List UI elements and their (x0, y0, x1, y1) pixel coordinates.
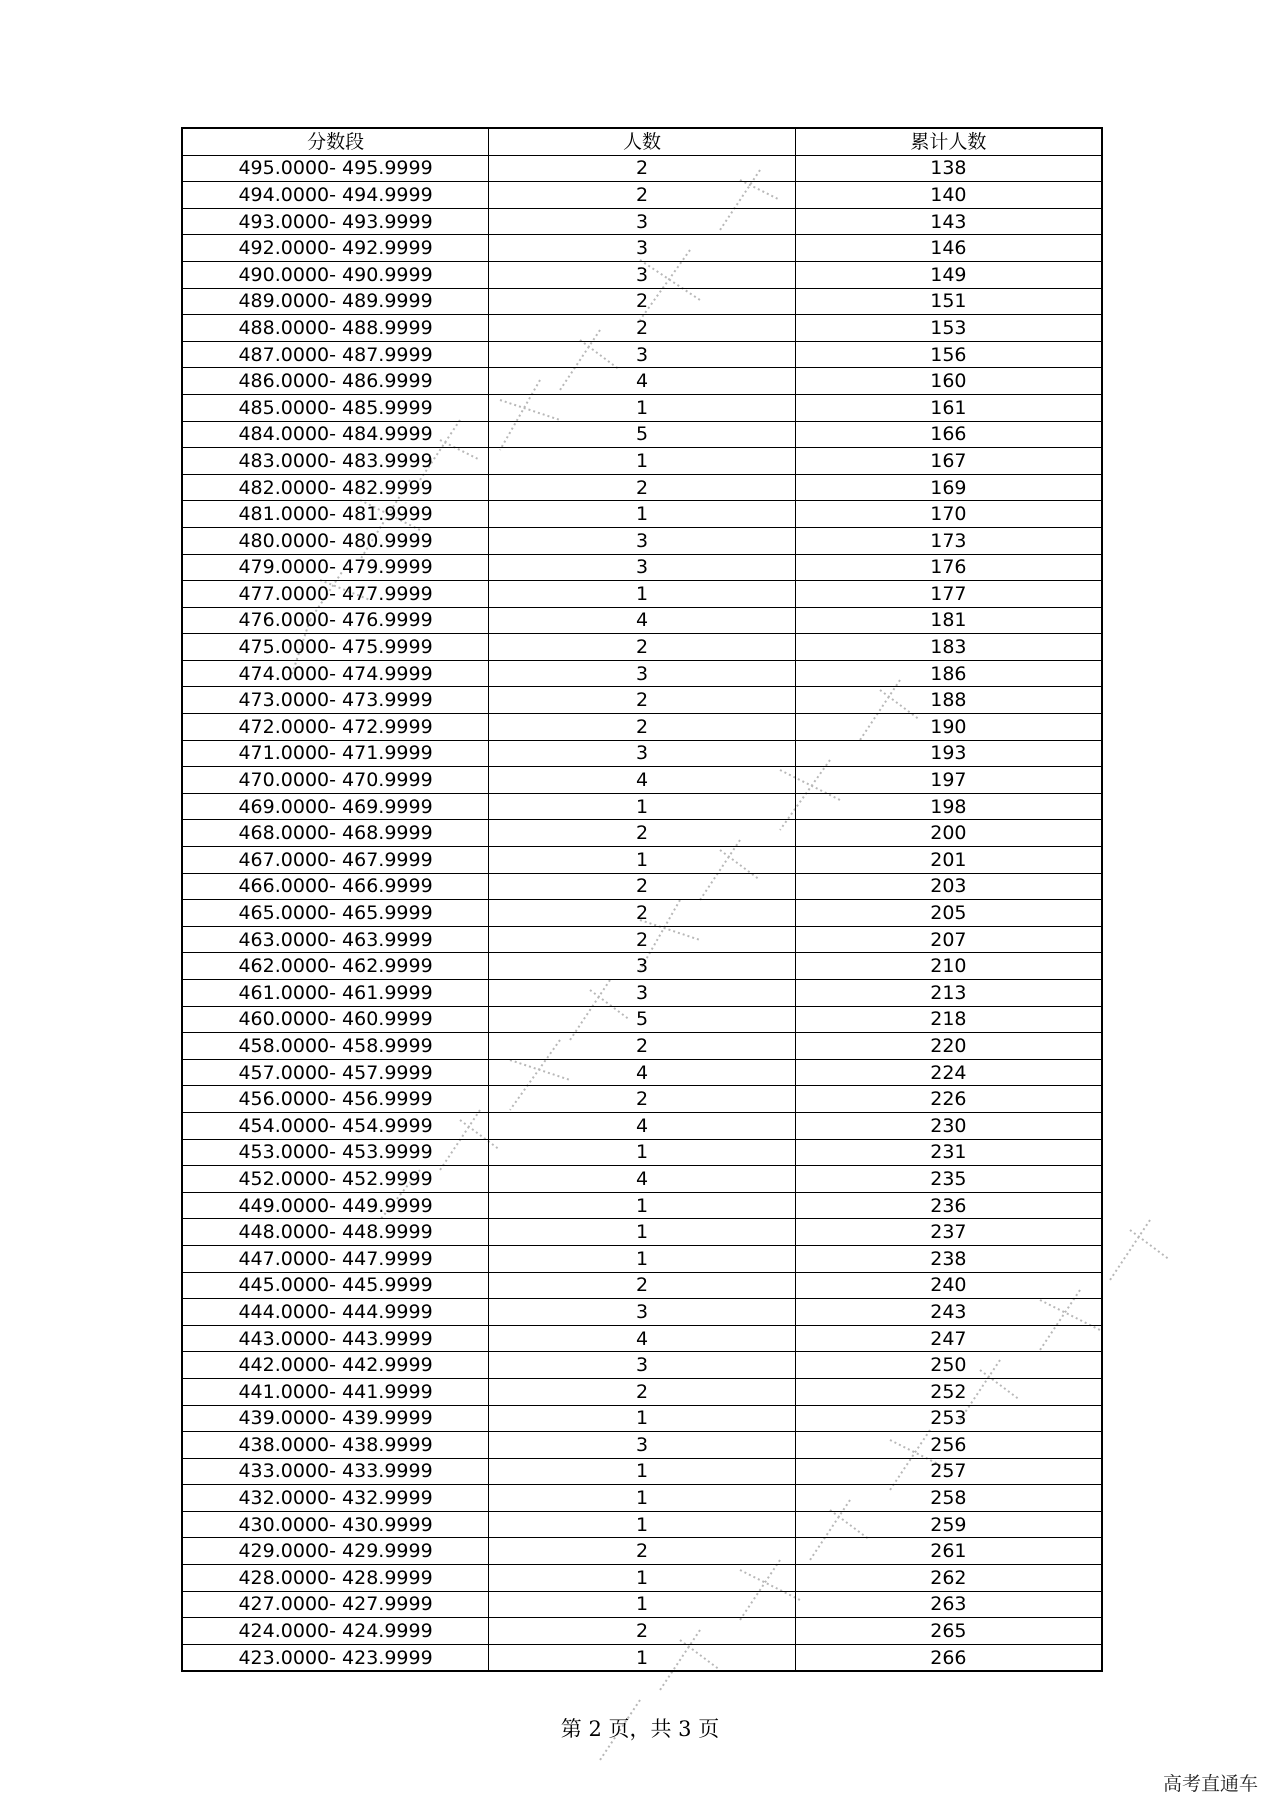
cell-score-range: 465.0000- 465.9999 (182, 900, 489, 927)
page-number: 第 2 页，共 3 页 (560, 1717, 720, 1741)
table-row (182, 1565, 1102, 1592)
table-row (182, 1485, 1102, 1512)
cell-cumulative-count: 188 (795, 687, 1102, 714)
cell-count: 1 (489, 581, 796, 608)
score-distribution-table (181, 127, 1103, 1672)
cell-cumulative-count: 173 (795, 527, 1102, 554)
cell-count: 4 (489, 607, 796, 634)
table-row (182, 261, 1102, 288)
cell-score-range: 447.0000- 447.9999 (182, 1245, 489, 1272)
cell-cumulative-count: 231 (795, 1139, 1102, 1166)
cell-score-range: 492.0000- 492.9999 (182, 235, 489, 262)
table-row (182, 687, 1102, 714)
cell-count: 5 (489, 1006, 796, 1033)
cell-count: 4 (489, 767, 796, 794)
cell-cumulative-count: 186 (795, 660, 1102, 687)
table-row (182, 1219, 1102, 1246)
table-row (182, 501, 1102, 528)
cell-count: 3 (489, 740, 796, 767)
table-row (182, 1378, 1102, 1405)
cell-score-range: 432.0000- 432.9999 (182, 1485, 489, 1512)
cell-cumulative-count: 170 (795, 501, 1102, 528)
table-row (182, 182, 1102, 209)
cell-score-range: 474.0000- 474.9999 (182, 660, 489, 687)
cell-count: 2 (489, 687, 796, 714)
cell-score-range: 469.0000- 469.9999 (182, 793, 489, 820)
table-row (182, 847, 1102, 874)
cell-score-range: 484.0000- 484.9999 (182, 421, 489, 448)
cell-count: 2 (489, 1618, 796, 1645)
cell-count: 2 (489, 155, 796, 182)
cell-cumulative-count: 183 (795, 634, 1102, 661)
cell-score-range: 460.0000- 460.9999 (182, 1006, 489, 1033)
cell-score-range: 441.0000- 441.9999 (182, 1378, 489, 1405)
table-row (182, 1644, 1102, 1671)
cell-count: 2 (489, 1272, 796, 1299)
table-row (182, 1591, 1102, 1618)
cell-cumulative-count: 181 (795, 607, 1102, 634)
cell-count: 1 (489, 1192, 796, 1219)
cell-score-range: 424.0000- 424.9999 (182, 1618, 489, 1645)
table-row (182, 767, 1102, 794)
cell-count: 2 (489, 926, 796, 953)
cell-score-range: 485.0000- 485.9999 (182, 394, 489, 421)
cell-score-range: 495.0000- 495.9999 (182, 155, 489, 182)
cell-score-range: 473.0000- 473.9999 (182, 687, 489, 714)
table-row (182, 1086, 1102, 1113)
cell-cumulative-count: 203 (795, 873, 1102, 900)
cell-count: 1 (489, 1405, 796, 1432)
cell-cumulative-count: 240 (795, 1272, 1102, 1299)
cell-cumulative-count: 257 (795, 1458, 1102, 1485)
cell-score-range: 449.0000- 449.9999 (182, 1192, 489, 1219)
table-row (182, 793, 1102, 820)
cell-cumulative-count: 200 (795, 820, 1102, 847)
header-count: 人数 (489, 128, 796, 155)
cell-cumulative-count: 235 (795, 1166, 1102, 1193)
cell-count: 1 (489, 394, 796, 421)
cell-score-range: 453.0000- 453.9999 (182, 1139, 489, 1166)
cell-score-range: 452.0000- 452.9999 (182, 1166, 489, 1193)
cell-count: 3 (489, 980, 796, 1007)
cell-cumulative-count: 265 (795, 1618, 1102, 1645)
cell-score-range: 470.0000- 470.9999 (182, 767, 489, 794)
table-row (182, 1192, 1102, 1219)
cell-cumulative-count: 190 (795, 714, 1102, 741)
cell-score-range: 466.0000- 466.9999 (182, 873, 489, 900)
cell-count: 2 (489, 1538, 796, 1565)
table-row (182, 740, 1102, 767)
table-row (182, 1139, 1102, 1166)
cell-count: 2 (489, 1033, 796, 1060)
cell-score-range: 468.0000- 468.9999 (182, 820, 489, 847)
cell-cumulative-count: 224 (795, 1059, 1102, 1086)
cell-cumulative-count: 250 (795, 1352, 1102, 1379)
cell-cumulative-count: 153 (795, 315, 1102, 342)
cell-cumulative-count: 193 (795, 740, 1102, 767)
cell-cumulative-count: 226 (795, 1086, 1102, 1113)
table-row (182, 1033, 1102, 1060)
table-row (182, 474, 1102, 501)
cell-score-range: 467.0000- 467.9999 (182, 847, 489, 874)
cell-score-range: 487.0000- 487.9999 (182, 341, 489, 368)
table-row (182, 368, 1102, 395)
cell-cumulative-count: 258 (795, 1485, 1102, 1512)
table-row (182, 554, 1102, 581)
table-row (182, 394, 1102, 421)
cell-cumulative-count: 237 (795, 1219, 1102, 1246)
cell-count: 4 (489, 368, 796, 395)
cell-count: 2 (489, 182, 796, 209)
table-row (182, 634, 1102, 661)
cell-cumulative-count: 259 (795, 1511, 1102, 1538)
cell-cumulative-count: 205 (795, 900, 1102, 927)
cell-count: 1 (489, 1591, 796, 1618)
cell-score-range: 430.0000- 430.9999 (182, 1511, 489, 1538)
cell-count: 3 (489, 1299, 796, 1326)
cell-count: 3 (489, 208, 796, 235)
cell-score-range: 483.0000- 483.9999 (182, 448, 489, 475)
cell-score-range: 442.0000- 442.9999 (182, 1352, 489, 1379)
cell-cumulative-count: 161 (795, 394, 1102, 421)
table-row (182, 980, 1102, 1007)
cell-score-range: 423.0000- 423.9999 (182, 1644, 489, 1671)
cell-score-range: 456.0000- 456.9999 (182, 1086, 489, 1113)
cell-score-range: 493.0000- 493.9999 (182, 208, 489, 235)
cell-score-range: 443.0000- 443.9999 (182, 1325, 489, 1352)
table-row (182, 448, 1102, 475)
table-row (182, 235, 1102, 262)
table-row (182, 926, 1102, 953)
cell-count: 2 (489, 1378, 796, 1405)
table-row (182, 1059, 1102, 1086)
cell-count: 2 (489, 474, 796, 501)
cell-score-range: 480.0000- 480.9999 (182, 527, 489, 554)
cell-score-range: 471.0000- 471.9999 (182, 740, 489, 767)
cell-score-range: 494.0000- 494.9999 (182, 182, 489, 209)
table-row (182, 1006, 1102, 1033)
cell-cumulative-count: 138 (795, 155, 1102, 182)
table-row (182, 1166, 1102, 1193)
cell-cumulative-count: 143 (795, 208, 1102, 235)
cell-score-range: 472.0000- 472.9999 (182, 714, 489, 741)
cell-cumulative-count: 156 (795, 341, 1102, 368)
cell-count: 1 (489, 793, 796, 820)
cell-cumulative-count: 236 (795, 1192, 1102, 1219)
table-row (182, 421, 1102, 448)
cell-score-range: 448.0000- 448.9999 (182, 1219, 489, 1246)
cell-cumulative-count: 140 (795, 182, 1102, 209)
cell-cumulative-count: 247 (795, 1325, 1102, 1352)
cell-score-range: 445.0000- 445.9999 (182, 1272, 489, 1299)
cell-score-range: 439.0000- 439.9999 (182, 1405, 489, 1432)
table-row (182, 714, 1102, 741)
cell-score-range: 482.0000- 482.9999 (182, 474, 489, 501)
cell-count: 4 (489, 1059, 796, 1086)
cell-score-range: 488.0000- 488.9999 (182, 315, 489, 342)
cell-score-range: 429.0000- 429.9999 (182, 1538, 489, 1565)
cell-cumulative-count: 261 (795, 1538, 1102, 1565)
cell-count: 1 (489, 1565, 796, 1592)
cell-score-range: 454.0000- 454.9999 (182, 1112, 489, 1139)
cell-count: 2 (489, 820, 796, 847)
cell-score-range: 481.0000- 481.9999 (182, 501, 489, 528)
cell-count: 4 (489, 1112, 796, 1139)
cell-count: 1 (489, 1139, 796, 1166)
cell-score-range: 428.0000- 428.9999 (182, 1565, 489, 1592)
cell-cumulative-count: 198 (795, 793, 1102, 820)
cell-cumulative-count: 213 (795, 980, 1102, 1007)
cell-cumulative-count: 197 (795, 767, 1102, 794)
cell-cumulative-count: 201 (795, 847, 1102, 874)
cell-score-range: 457.0000- 457.9999 (182, 1059, 489, 1086)
cell-cumulative-count: 262 (795, 1565, 1102, 1592)
cell-count: 5 (489, 421, 796, 448)
cell-score-range: 486.0000- 486.9999 (182, 368, 489, 395)
table-row (182, 1112, 1102, 1139)
cell-count: 1 (489, 1458, 796, 1485)
cell-score-range: 490.0000- 490.9999 (182, 261, 489, 288)
table-row (182, 315, 1102, 342)
cell-cumulative-count: 263 (795, 1591, 1102, 1618)
cell-cumulative-count: 177 (795, 581, 1102, 608)
table-row (182, 873, 1102, 900)
cell-count: 1 (489, 1485, 796, 1512)
cell-cumulative-count: 256 (795, 1432, 1102, 1459)
cell-cumulative-count: 167 (795, 448, 1102, 475)
cell-cumulative-count: 220 (795, 1033, 1102, 1060)
cell-count: 3 (489, 1432, 796, 1459)
cell-score-range: 476.0000- 476.9999 (182, 607, 489, 634)
table-row (182, 155, 1102, 182)
cell-score-range: 462.0000- 462.9999 (182, 953, 489, 980)
cell-count: 3 (489, 261, 796, 288)
table-row (182, 581, 1102, 608)
cell-count: 3 (489, 554, 796, 581)
cell-cumulative-count: 238 (795, 1245, 1102, 1272)
cell-score-range: 458.0000- 458.9999 (182, 1033, 489, 1060)
cell-score-range: 463.0000- 463.9999 (182, 926, 489, 953)
cell-count: 3 (489, 953, 796, 980)
cell-count: 1 (489, 1644, 796, 1671)
cell-cumulative-count: 266 (795, 1644, 1102, 1671)
cell-cumulative-count: 210 (795, 953, 1102, 980)
table-header-row (182, 128, 1102, 155)
cell-cumulative-count: 253 (795, 1405, 1102, 1432)
table-row (182, 1405, 1102, 1432)
cell-cumulative-count: 146 (795, 235, 1102, 262)
cell-count: 3 (489, 527, 796, 554)
table-row (182, 660, 1102, 687)
header-cumulative-count: 累计人数 (795, 128, 1102, 155)
cell-score-range: 438.0000- 438.9999 (182, 1432, 489, 1459)
cell-cumulative-count: 149 (795, 261, 1102, 288)
table-row (182, 527, 1102, 554)
table-row (182, 900, 1102, 927)
cell-count: 1 (489, 847, 796, 874)
brand-label: 高考直通车 (1162, 1773, 1258, 1795)
table-row (182, 607, 1102, 634)
table-row (182, 1325, 1102, 1352)
header-score-range: 分数段 (182, 128, 489, 155)
cell-count: 2 (489, 315, 796, 342)
table-row (182, 820, 1102, 847)
cell-cumulative-count: 230 (795, 1112, 1102, 1139)
table-row (182, 1432, 1102, 1459)
cell-count: 1 (489, 448, 796, 475)
cell-count: 2 (489, 634, 796, 661)
cell-cumulative-count: 176 (795, 554, 1102, 581)
table-row (182, 1352, 1102, 1379)
cell-cumulative-count: 166 (795, 421, 1102, 448)
cell-count: 2 (489, 900, 796, 927)
table-row (182, 1458, 1102, 1485)
cell-count: 4 (489, 1325, 796, 1352)
cell-cumulative-count: 218 (795, 1006, 1102, 1033)
cell-cumulative-count: 243 (795, 1299, 1102, 1326)
table-row (182, 1538, 1102, 1565)
table-body (182, 155, 1102, 1671)
cell-cumulative-count: 160 (795, 368, 1102, 395)
cell-score-range: 477.0000- 477.9999 (182, 581, 489, 608)
table-row (182, 1618, 1102, 1645)
cell-score-range: 444.0000- 444.9999 (182, 1299, 489, 1326)
table-row (182, 288, 1102, 315)
table-row (182, 1272, 1102, 1299)
cell-count: 1 (489, 1219, 796, 1246)
cell-cumulative-count: 151 (795, 288, 1102, 315)
table-row (182, 341, 1102, 368)
cell-count: 3 (489, 235, 796, 262)
cell-score-range: 475.0000- 475.9999 (182, 634, 489, 661)
cell-cumulative-count: 252 (795, 1378, 1102, 1405)
cell-cumulative-count: 207 (795, 926, 1102, 953)
cell-count: 2 (489, 873, 796, 900)
cell-score-range: 479.0000- 479.9999 (182, 554, 489, 581)
cell-count: 4 (489, 1166, 796, 1193)
cell-count: 3 (489, 341, 796, 368)
cell-score-range: 433.0000- 433.9999 (182, 1458, 489, 1485)
cell-score-range: 489.0000- 489.9999 (182, 288, 489, 315)
cell-count: 2 (489, 714, 796, 741)
cell-count: 2 (489, 1086, 796, 1113)
cell-count: 1 (489, 1511, 796, 1538)
table-row (182, 1511, 1102, 1538)
table-row (182, 953, 1102, 980)
cell-count: 3 (489, 660, 796, 687)
cell-score-range: 461.0000- 461.9999 (182, 980, 489, 1007)
table-row (182, 1299, 1102, 1326)
cell-count: 1 (489, 1245, 796, 1272)
cell-count: 2 (489, 288, 796, 315)
table-row (182, 208, 1102, 235)
cell-count: 1 (489, 501, 796, 528)
cell-cumulative-count: 169 (795, 474, 1102, 501)
cell-score-range: 427.0000- 427.9999 (182, 1591, 489, 1618)
cell-count: 3 (489, 1352, 796, 1379)
table-row (182, 1245, 1102, 1272)
